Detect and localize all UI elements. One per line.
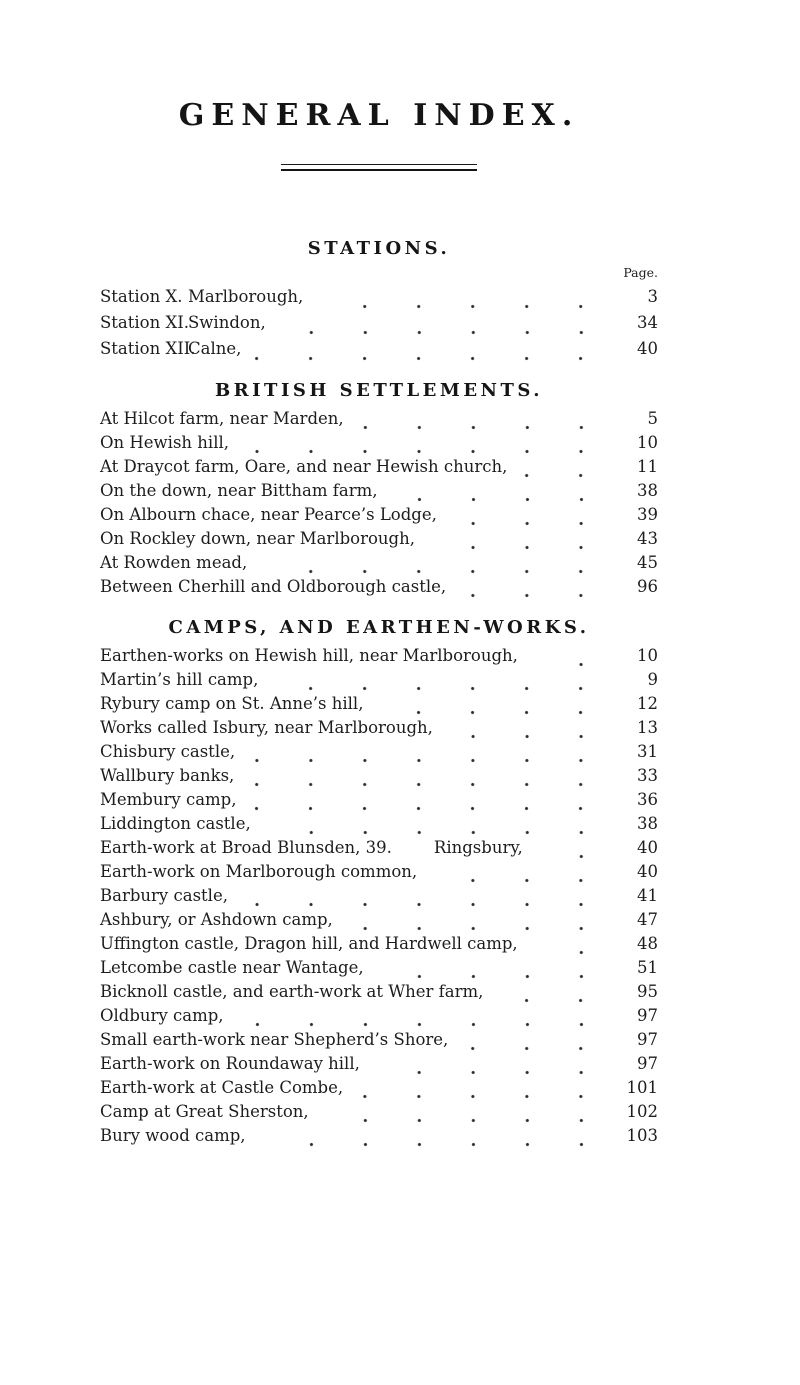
dot-leader: [392, 488, 612, 503]
dot-leader: [249, 749, 612, 764]
dot-leader: [521, 464, 612, 479]
dot-leader: [532, 941, 612, 956]
index-entry: [100, 1004, 658, 1028]
dot-leader: [358, 416, 612, 431]
index-entry: [100, 980, 658, 1004]
entry-text: Chisbury castle,: [100, 742, 236, 761]
dot-leader: [260, 1133, 612, 1148]
dot-leader: [243, 440, 612, 455]
dot-leader: [431, 869, 612, 884]
entry-text: On the down, near Bittham farm,: [100, 481, 378, 500]
section-heading: CAMPS, AND EARTHEN-WORKS.: [168, 617, 590, 638]
entry-page-number: 38: [637, 481, 658, 500]
index-entry: [100, 575, 658, 599]
entry-text: Membury camp,: [100, 790, 237, 809]
entry-text: Barbury castle,: [100, 886, 228, 905]
dot-leader: [250, 797, 612, 812]
entry-page-number: 97: [637, 1054, 658, 1073]
entry-text: Earth-work at Castle Combe,: [100, 1078, 344, 1097]
entry-text: Liddington castle,: [100, 814, 251, 833]
entry-page-number: 5: [647, 409, 658, 428]
entry-page-number: 33: [637, 766, 658, 785]
entry-text: Swindon,: [188, 313, 266, 332]
entry-text: Oldbury camp,: [100, 1006, 224, 1025]
entry-text: Camp at Great Sherston,: [100, 1102, 309, 1121]
entry-text: Wallbury banks,: [100, 766, 235, 785]
dot-leader: [532, 653, 612, 668]
dot-leader: [447, 725, 612, 740]
entry-text: Marlborough,: [188, 287, 304, 306]
index-entry: [100, 527, 658, 551]
entry-page-number: 9: [647, 670, 658, 689]
entry-page-number: 41: [637, 886, 658, 905]
page-content: [0, 97, 800, 1148]
index-section: [100, 379, 658, 599]
page-title: GENERAL INDEX.: [178, 98, 580, 133]
entry-page-number: 36: [637, 790, 658, 809]
index-entry: [100, 644, 658, 668]
entry-page-number: 51: [637, 958, 658, 977]
index-entry: [100, 1124, 658, 1148]
entry-text: At Hilcot farm, near Marden,: [100, 409, 344, 428]
index-section: [100, 237, 658, 362]
entry-page-number: 10: [637, 433, 658, 452]
entry-page-number: 97: [637, 1030, 658, 1049]
page-column-label: Page.: [623, 265, 658, 280]
index-entry: [100, 336, 658, 362]
entry-text: Uffington castle, Dragon hill, and Hardwell camp,: [100, 934, 518, 953]
dot-leader: [460, 584, 612, 599]
entry-text: Bicknoll castle, and earth-work at Wher farm,: [100, 982, 484, 1001]
dot-leader: [248, 773, 612, 788]
entry-text: On Albourn chace, near Pearce’s Lodge,: [100, 505, 437, 524]
index-entry: [100, 479, 658, 503]
entry-text: At Rowden mead,: [100, 553, 248, 572]
index-entry: [100, 884, 658, 908]
index-entry: [100, 310, 658, 336]
entry-text: Calne,: [188, 339, 242, 358]
dot-leader: [537, 845, 612, 860]
dot-leader: [272, 677, 612, 692]
index-entry: [100, 551, 658, 575]
entry-station-label: Station XII.: [100, 339, 196, 358]
entry-page-number: 48: [637, 934, 658, 953]
entry-page-number: 34: [637, 313, 658, 332]
entry-page-number: 3: [647, 287, 658, 306]
entry-text: Works called Isbury, near Marlborough,: [100, 718, 433, 737]
entry-page-number: 40: [637, 339, 658, 358]
entry-page-number: 12: [637, 694, 658, 713]
entry-text: Small earth-work near Shepherd’s Shore,: [100, 1030, 449, 1049]
title-divider-rule: [281, 164, 477, 171]
index-sections: [100, 237, 658, 1148]
entry-text: Martin’s hill camp,: [100, 670, 259, 689]
section-rows: [100, 644, 658, 1148]
entry-page-number: 96: [637, 577, 658, 596]
entry-text: On Rockley down, near Marlborough,: [100, 529, 415, 548]
index-entry: [100, 908, 658, 932]
index-entry: [100, 956, 658, 980]
entry-page-number: 10: [637, 646, 658, 665]
dot-leader: [497, 989, 612, 1004]
dot-leader: [374, 1061, 612, 1076]
dot-leader: [357, 1085, 612, 1100]
dot-leader: [265, 821, 612, 836]
entry-page-number: 38: [637, 814, 658, 833]
entry-page-number: 101: [626, 1078, 658, 1097]
index-entry: [100, 692, 658, 716]
entry-text: At Draycot farm, Oare, and near Hewish church,: [100, 457, 508, 476]
index-entry: [100, 764, 658, 788]
entry-station-label: Station XI.: [100, 313, 189, 332]
entry-page-number: 40: [637, 838, 658, 857]
entry-page-number: 102: [626, 1102, 658, 1121]
index-entry: [100, 788, 658, 812]
dot-leader: [323, 1109, 612, 1124]
entry-text-secondary: Ringsbury,: [433, 838, 523, 857]
entry-page-number: 39: [637, 505, 658, 524]
entry-page-number: 95: [637, 982, 658, 1001]
dot-leader: [347, 917, 612, 932]
dot-leader: [255, 347, 612, 362]
section-heading: BRITISH SETTLEMENTS.: [214, 380, 544, 401]
index-entry: [100, 1028, 658, 1052]
entry-text: Earth-work on Marlborough common,: [100, 862, 418, 881]
entry-text: Ashbury, or Ashdown camp,: [100, 910, 333, 929]
section-rows: [100, 407, 658, 599]
index-entry: [100, 932, 658, 956]
index-entry: [100, 812, 658, 836]
dot-leader: [261, 560, 612, 575]
dot-leader: [462, 1037, 612, 1052]
index-entry: [100, 503, 658, 527]
entry-page-number: 45: [637, 553, 658, 572]
dot-leader: [242, 893, 612, 908]
dot-leader: [377, 701, 612, 716]
entry-text: On Hewish hill,: [100, 433, 229, 452]
entry-text: Earth-work on Roundaway hill,: [100, 1054, 360, 1073]
section-rows: [100, 284, 658, 362]
dot-leader: [238, 1013, 612, 1028]
entry-page-number: 47: [637, 910, 658, 929]
entry-page-number: 31: [637, 742, 658, 761]
entry-station-label: Station X.: [100, 287, 183, 306]
entry-page-number: 103: [626, 1126, 658, 1145]
index-entry: [100, 1100, 658, 1124]
dot-leader: [378, 965, 612, 980]
entry-page-number: 11: [637, 457, 658, 476]
dot-leader: [451, 512, 612, 527]
entry-text: Letcombe castle near Wantage,: [100, 958, 364, 977]
entry-page-number: 43: [637, 529, 658, 548]
index-entry: [100, 455, 658, 479]
entry-page-number: 97: [637, 1006, 658, 1025]
index-entry: [100, 836, 658, 860]
entry-text: Rybury camp on St. Anne’s hill,: [100, 694, 364, 713]
index-entry: [100, 1052, 658, 1076]
index-entry: [100, 860, 658, 884]
entry-text: Between Cherhill and Oldborough castle,: [100, 577, 447, 596]
index-section: [100, 616, 658, 1148]
entry-page-number: 40: [637, 862, 658, 881]
index-entry: [100, 1076, 658, 1100]
entry-text: Bury wood camp,: [100, 1126, 246, 1145]
entry-text: Earthen-works on Hewish hill, near Marlborough,: [100, 646, 518, 665]
index-entry: [100, 716, 658, 740]
index-entry: [100, 407, 658, 431]
book-page: [0, 97, 800, 1385]
entry-page-number: 13: [637, 718, 658, 737]
index-entry: [100, 668, 658, 692]
entry-text: Earth-work at Broad Blunsden, 39.: [100, 838, 392, 857]
section-heading: STATIONS.: [307, 238, 451, 259]
dot-leader: [317, 295, 612, 310]
dot-leader: [429, 536, 612, 551]
index-entry: [100, 740, 658, 764]
dot-leader: [280, 321, 612, 336]
index-entry: [100, 431, 658, 455]
index-entry: [100, 284, 658, 310]
